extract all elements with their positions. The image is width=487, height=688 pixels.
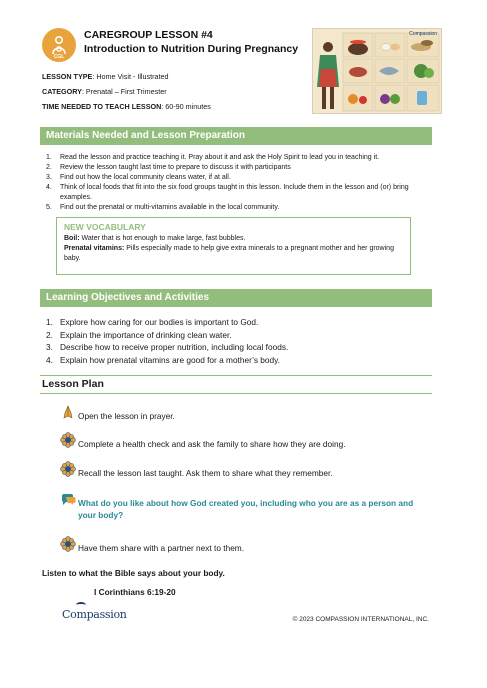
time-value: : 60-90 minutes xyxy=(161,102,211,111)
step-text: Have them share with a partner next to them. xyxy=(78,543,245,553)
lesson-time xyxy=(42,102,211,112)
flower-icon xyxy=(60,461,76,477)
speech-bubble-icon xyxy=(60,491,76,507)
lesson-type-value: : Home Visit - Illustrated xyxy=(92,72,169,81)
lesson-title: Introduction to Nutrition During Pregnancy xyxy=(84,43,299,55)
lesson-type-label: LESSON TYPE xyxy=(42,72,93,81)
lesson-category xyxy=(42,87,167,97)
time-label: TIME NEEDED TO TEACH LESSON xyxy=(42,102,162,111)
vocab-definition: Water that is hot enough to make large, fast bubbles. xyxy=(79,235,246,242)
bible-reference: I Corinthians 6:19-20 xyxy=(94,587,176,597)
flower-icon xyxy=(60,432,76,448)
divider xyxy=(40,375,432,376)
logo-text: CGL xyxy=(53,54,65,60)
objectives-heading: Learning Objectives and Activities xyxy=(40,289,432,307)
list-item xyxy=(42,341,427,354)
category-value: : Prenatal – First Trimester xyxy=(81,87,167,96)
category-label: CATEGORY xyxy=(42,87,82,96)
item-text: Describe how to receive proper nutrition, including local foods. xyxy=(60,342,289,352)
illustration-art xyxy=(313,29,442,114)
item-number: 4. xyxy=(46,354,53,365)
item-text: Review the lesson taught last time to prepare to discuss it with participants xyxy=(60,164,291,171)
praying-hands-icon xyxy=(60,404,76,420)
item-number: 4. xyxy=(46,184,52,191)
vocab-term: Prenatal vitamins: xyxy=(64,245,125,252)
list-item xyxy=(42,329,427,342)
vocabulary-title: NEW VOCABULARY xyxy=(64,222,146,232)
item-text: Find out the prenatal or multi-vitamins available in the local community. xyxy=(60,204,280,211)
vocab-definition: Pills especially made to help give extra minerals to a pregnant mother and her growing baby. xyxy=(64,245,394,262)
list-item xyxy=(42,183,427,203)
list-item xyxy=(42,354,427,367)
divider xyxy=(40,393,432,394)
step-text: Recall the lesson last taught. Ask them to share what they remember. xyxy=(78,468,333,478)
vocab-entry-boil xyxy=(64,234,403,244)
item-number: 3. xyxy=(46,342,53,352)
lesson-plan-heading: Lesson Plan xyxy=(42,378,104,390)
plan-step-question xyxy=(60,497,420,521)
step-text: What do you like about how God created you, including who you are as a person and your body? xyxy=(78,498,414,520)
item-number: 3. xyxy=(46,174,52,181)
list-item xyxy=(42,203,427,213)
plan-step-prayer xyxy=(60,410,175,422)
step-text: Open the lesson in prayer. xyxy=(78,411,175,421)
plan-step-share xyxy=(60,542,244,554)
list-item xyxy=(42,173,427,183)
brand-text: Compassion xyxy=(62,608,127,621)
objectives-list xyxy=(42,316,427,366)
vocab-entry-vitamins xyxy=(64,244,403,264)
item-number: 2. xyxy=(46,164,52,171)
vocabulary-box xyxy=(56,217,411,275)
vocab-term: Boil: xyxy=(64,235,80,242)
food-groups-illustration xyxy=(312,28,442,114)
caregroup-logo xyxy=(42,28,76,62)
copyright: © 2023 COMPASSION INTERNATIONAL, INC. xyxy=(292,616,429,623)
poster-brand: Compassion xyxy=(409,31,437,37)
list-item xyxy=(42,163,427,173)
item-number: 1. xyxy=(46,317,53,327)
item-text: Think of local foods that fit into the six food groups taught in this lesson. Include them in the lesson and (or) bring examples. xyxy=(60,184,409,201)
list-item xyxy=(42,316,427,329)
step-text: Complete a health check and ask the family to share how they are doing. xyxy=(78,439,346,449)
item-number: 5. xyxy=(46,204,52,211)
item-text: Read the lesson and practice teaching it. Pray about it and ask the Holy Spirit to lead you in teaching it. xyxy=(60,154,380,161)
item-text: Find out how the local community cleans water, if at all. xyxy=(60,174,231,181)
item-text: Explain the importance of drinking clean water. xyxy=(60,329,232,340)
item-number: 1. xyxy=(46,154,52,161)
compassion-logo xyxy=(62,608,127,621)
item-number: 2. xyxy=(46,329,53,340)
flower-icon xyxy=(60,536,76,552)
item-text: Explain how prenatal vitamins are good for a mother’s body. xyxy=(60,354,280,365)
lesson-title-block xyxy=(84,28,314,56)
listen-instruction: Listen to what the Bible says about your body. xyxy=(42,568,225,578)
materials-list xyxy=(42,153,427,213)
materials-heading: Materials Needed and Lesson Preparation xyxy=(40,127,432,145)
item-text: Explore how caring for our bodies is important to God. xyxy=(60,317,259,327)
plan-step-recall xyxy=(60,467,333,479)
logo-arc-icon xyxy=(76,602,86,608)
lesson-type xyxy=(42,72,169,82)
lesson-number: CAREGROUP LESSON #4 xyxy=(84,29,213,41)
plan-step-health-check xyxy=(60,438,346,450)
mother-child-icon xyxy=(49,34,69,56)
list-item xyxy=(42,153,427,163)
